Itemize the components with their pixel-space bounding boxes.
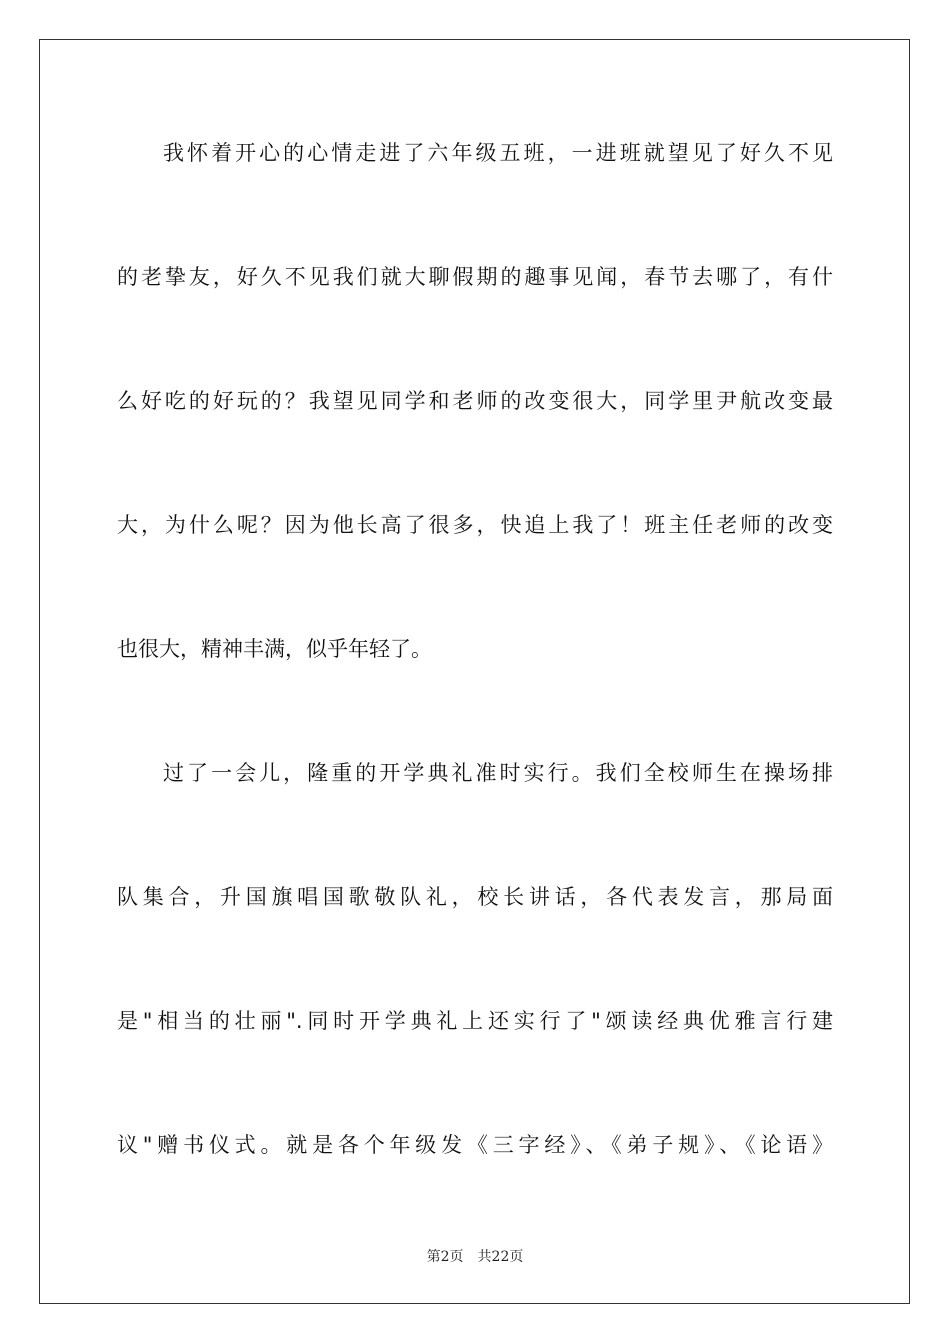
page-footer	[0, 1246, 950, 1266]
paragraph-2-line-1: 过了一会儿，隆重的开学典礼准时实行。我们全校师生在操场排	[163, 761, 833, 785]
paragraph-1-line-1: 我怀着开心的心情走进了六年级五班，一进班就望见了好久不见	[163, 141, 833, 165]
paragraph-1-line-2: 的老挚友，好久不见我们就大聊假期的趣事见闻，春节去哪了，有什	[117, 265, 833, 289]
page-number: 第2页	[426, 1249, 464, 1265]
paragraph-1-line-5: 也很大，精神丰满，似乎年轻了。	[117, 637, 432, 661]
paragraph-1-line-3: 么好吃的好玩的？我望见同学和老师的改变很大，同学里尹航改变最	[117, 389, 833, 413]
paragraph-2-line-3: 是"相当的壮丽".同时开学典礼上还实行了"颂读经典优雅言行建	[117, 1009, 833, 1033]
paragraph-1-line-4: 大，为什么呢？因为他长高了很多，快追上我了！班主任老师的改变	[117, 513, 833, 537]
paragraph-2-line-2: 队集合，升国旗唱国歌敬队礼，校长讲话，各代表发言，那局面	[117, 885, 833, 909]
page-total: 共22页	[477, 1249, 524, 1265]
paragraph-2-line-4: 议"赠书仪式。就是各个年级发《三字经》、《弟子规》、《论语》	[117, 1133, 833, 1157]
page-frame	[39, 39, 910, 1304]
